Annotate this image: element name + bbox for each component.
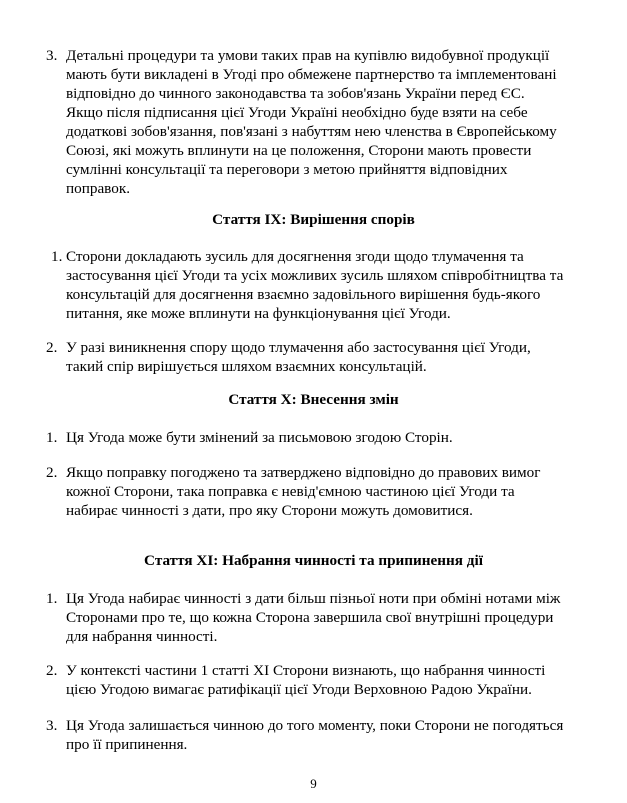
- list-item: [46, 661, 545, 699]
- item-text: Якщо поправку погоджено та затверджено відповідно до правових вимог кожної Сторони, така поправка є невід'ємною частиною цієї Угоди та набирає чинності з дати, про яку Сторони можуть домовитися.: [66, 464, 541, 519]
- list-item: [51, 247, 563, 323]
- item-number: 2.: [46, 662, 58, 679]
- item-number: 1.: [46, 429, 58, 446]
- article-heading: Стаття IX: Вирішення спорів: [212, 211, 415, 228]
- item-number: 1.: [46, 590, 58, 607]
- article-heading: Стаття X: Внесення змін: [228, 391, 399, 408]
- list-item: [46, 428, 453, 447]
- item-number: 3.: [46, 47, 58, 64]
- item-text: У разі виникнення спору щодо тлумачення або застосування цієї Угоди, такий спір вирішується шляхом взаємних консультацій.: [66, 339, 531, 375]
- item-number: 3.: [46, 717, 58, 734]
- item-text: Детальні процедури та умови таких прав на купівлю видобувної продукції мають бути викладені в Угоді про обмежене партнерство та імплементовані відповідно до чинного законодавства та зобов'язань України перед ЄС. Якщо після підписання цієї Угоди Україні необхідно буде взяти на себе додаткові зобов'язання, пов'язані з набуттям нею членства в Європейському Союзі, які можуть вплинути на це положення, Сторони мають провести сумлінні консультації та переговори з метою прийняття відповідних поправок.: [66, 47, 557, 197]
- item-text: Ця Угода набирає чинності з дати більш пізньої ноти при обміні нотами між Сторонами про те, що кожна Сторона завершила свої внутрішні процедури для набрання чинності.: [66, 590, 561, 645]
- page-number: 9: [310, 776, 317, 791]
- item-number: 2.: [46, 339, 58, 356]
- item-number: 1.: [51, 248, 63, 265]
- list-item: [46, 716, 563, 754]
- item-text: Ця Угода може бути змінений за письмовою згодою Сторін.: [66, 429, 453, 446]
- item-number: 2.: [46, 464, 58, 481]
- item-text: Ця Угода залишається чинною до того моменту, поки Сторони не погодяться про її припинення.: [66, 717, 564, 753]
- list-item: [46, 46, 557, 198]
- list-item: [46, 338, 531, 376]
- list-item: [46, 463, 541, 520]
- list-item: [46, 589, 560, 646]
- item-text: Сторони докладають зусиль для досягнення згоди щодо тлумачення та застосування цієї Угоди та усіх можливих зусиль шляхом співробітництва та консультацій для досягнення взаємно задовільного вирішення будь-якого питання, яке може вплинути на функціонування цієї Угоди.: [66, 248, 564, 322]
- item-text: У контексті частини 1 статті XI Сторони визнають, що набрання чинності цією Угодою вимагає ратифікації цієї Угоди Верховною Радою України.: [66, 662, 546, 698]
- article-heading: Стаття XI: Набрання чинності та припинення дії: [144, 552, 483, 569]
